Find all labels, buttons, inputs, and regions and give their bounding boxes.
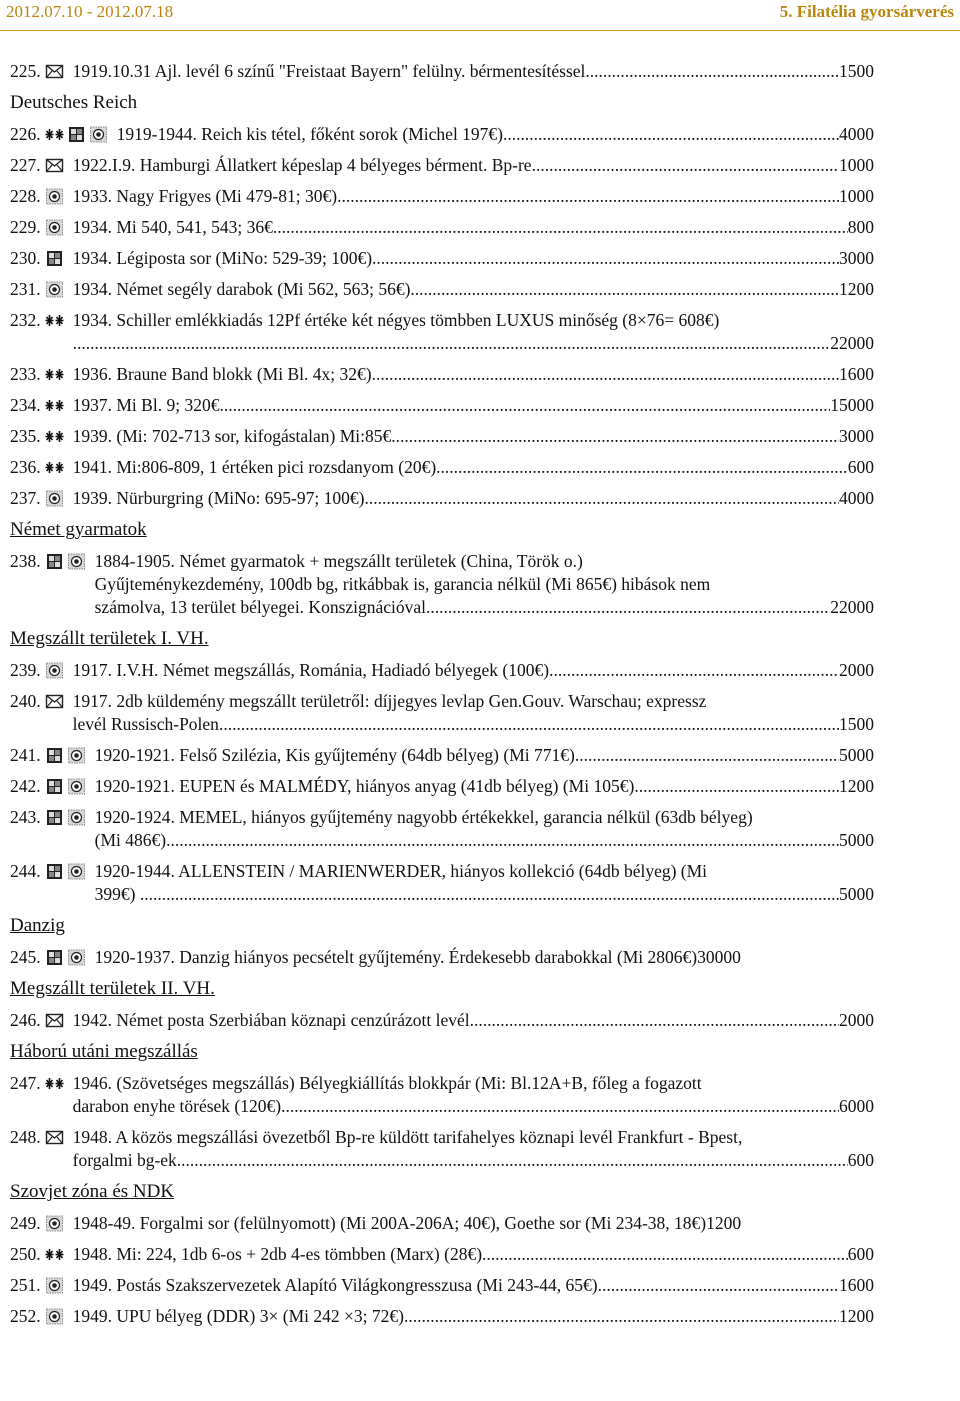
lot-item — [10, 425, 874, 448]
lot-description — [73, 1009, 874, 1032]
used-stamp-icon — [67, 863, 86, 880]
dot-leader — [426, 596, 830, 619]
block-icon — [45, 863, 64, 880]
lot-price: 22000 — [830, 333, 874, 353]
lot-price: 4000 — [839, 488, 874, 508]
block-icon — [45, 747, 64, 764]
lot-item — [10, 278, 874, 301]
double-star-icon — [45, 366, 64, 383]
condition-icons — [45, 363, 67, 386]
description-line — [73, 487, 874, 510]
condition-icons — [45, 60, 67, 83]
lot-price: 30000 — [697, 947, 741, 967]
lot-description — [95, 550, 874, 619]
lot-number: 231. — [10, 279, 41, 299]
lot-item — [10, 185, 874, 208]
description-line — [73, 309, 874, 332]
line-text: 1949. Postás Szakszervezetek Alapító Világkongresszusa (Mi 243-44, 65€) — [72, 1275, 598, 1295]
condition-icons — [45, 690, 67, 713]
description-line — [117, 123, 874, 146]
lot-number: 251. — [10, 1275, 41, 1295]
lot-description — [95, 744, 874, 767]
dot-leader — [532, 154, 839, 177]
line-text: 1920-1937. Danzig hiányos pecsételt gyűjtemény. Érdekesebb darabokkal (Mi 2806€) — [94, 947, 698, 967]
envelope-icon — [45, 63, 64, 80]
description-line — [73, 1305, 874, 1328]
lot-number: 237. — [10, 488, 41, 508]
lot-item — [10, 775, 874, 798]
double-star-icon — [45, 126, 64, 143]
line-text: 1939. (Mi: 702-713 sor, kifogástalan) Mi:85€ — [72, 426, 392, 446]
lot-description — [73, 659, 874, 682]
dot-leader — [337, 185, 839, 208]
used-stamp-icon — [67, 949, 86, 966]
lot-description — [73, 394, 874, 417]
lot-item — [10, 1212, 874, 1235]
description-line — [73, 1243, 874, 1266]
date-range: 2012.07.10 - 2012.07.18 — [6, 2, 174, 21]
lot-item — [10, 1243, 874, 1266]
lot-item — [10, 860, 874, 906]
lot-price: 2000 — [839, 1010, 874, 1030]
lot-item — [10, 309, 874, 355]
lot-description — [73, 487, 874, 510]
condition-icons — [45, 1274, 67, 1297]
condition-icons — [45, 1305, 67, 1328]
envelope-icon — [45, 693, 64, 710]
dot-leader — [598, 1274, 839, 1297]
line-text: 1917. 2db küldemény megszállt területről: díjjegyes levlap Gen.Gouv. Warschau; expressz — [72, 691, 707, 711]
lot-item — [10, 60, 874, 83]
section-title: 5. Filatélia gyorsárverés — [779, 2, 954, 21]
condition-icons — [45, 1243, 67, 1266]
used-stamp-icon — [45, 188, 64, 205]
dot-leader — [634, 775, 839, 798]
block-icon — [45, 949, 64, 966]
line-text: 1939. Nürburgring (MiNo: 695-97; 100€) — [72, 488, 365, 508]
lot-item — [10, 744, 874, 767]
lot-item — [10, 154, 874, 177]
lot-description — [73, 425, 874, 448]
dot-leader — [219, 394, 830, 417]
used-stamp-icon — [45, 662, 64, 679]
block-icon — [45, 778, 64, 795]
lot-price: 4000 — [839, 124, 874, 144]
block-icon — [45, 809, 64, 826]
lot-description — [73, 60, 874, 83]
lot-description — [73, 690, 874, 736]
line-text: levél Russisch-Polen — [72, 714, 219, 734]
description-line — [95, 550, 874, 573]
description-line — [95, 829, 874, 852]
lot-description — [73, 1305, 874, 1328]
description-line — [73, 1212, 874, 1235]
description-line — [73, 394, 874, 417]
line-text: 1884-1905. Német gyarmatok + megszállt területek (China, Török o.) — [94, 551, 583, 571]
line-text: 1936. Braune Band blokk (Mi Bl. 4x; 32€) — [72, 364, 372, 384]
lot-number: 244. — [10, 861, 41, 881]
lot-price: 5000 — [839, 830, 874, 850]
line-text: .... — [72, 333, 91, 353]
lot-item — [10, 394, 874, 417]
condition-icons — [45, 806, 89, 829]
dot-leader — [166, 829, 839, 852]
section-heading: Danzig — [10, 915, 65, 936]
lot-price: 1500 — [839, 61, 874, 81]
condition-icons — [45, 1212, 67, 1235]
dot-leader — [144, 883, 839, 906]
line-text: forgalmi bg-ek — [72, 1150, 177, 1170]
lot-number: 248. — [10, 1127, 41, 1147]
section-heading: Megszállt területek II. VH. — [10, 978, 215, 999]
lot-item — [10, 123, 874, 146]
line-text: 1920-1921. Felső Szilézia, Kis gyűjtemény (64db bélyeg) (Mi 771€) — [94, 745, 575, 765]
section-heading: Szovjet zóna és NDK — [10, 1181, 175, 1202]
envelope-icon — [45, 1129, 64, 1146]
lot-item — [10, 1274, 874, 1297]
dot-leader — [372, 247, 839, 270]
line-text: 1942. Német posta Szerbiában köznapi cenzúrázott levél — [72, 1010, 470, 1030]
description-line — [73, 332, 874, 355]
lot-number: 239. — [10, 660, 41, 680]
condition-icons — [45, 860, 89, 883]
used-stamp-icon — [67, 747, 86, 764]
description-line — [95, 596, 874, 619]
description-line — [73, 154, 874, 177]
lot-number: 233. — [10, 364, 41, 384]
lot-description — [73, 363, 874, 386]
lot-price: 6000 — [839, 1096, 874, 1116]
lot-item — [10, 550, 874, 619]
block-icon — [45, 250, 64, 267]
lot-item — [10, 946, 874, 969]
lot-description — [73, 247, 874, 270]
description-line — [73, 690, 874, 713]
dot-leader — [410, 278, 839, 301]
lot-price: 1200 — [839, 1306, 874, 1326]
lot-number: 229. — [10, 217, 41, 237]
lot-item — [10, 456, 874, 479]
description-line — [73, 1274, 874, 1297]
double-star-icon — [45, 428, 64, 445]
used-stamp-icon — [67, 778, 86, 795]
description-line — [95, 883, 874, 906]
description-line — [95, 573, 874, 596]
lot-price: 1000 — [839, 155, 874, 175]
lot-description — [95, 775, 874, 798]
lot-description — [73, 154, 874, 177]
line-text: 1934. Német segély darabok (Mi 562, 563; 56€) — [72, 279, 411, 299]
line-text: 1920-1921. EUPEN és MALMÉDY, hiányos anyag (41db bélyeg) (Mi 105€) — [94, 776, 635, 796]
description-line — [73, 60, 874, 83]
condition-icons — [45, 456, 67, 479]
description-line — [73, 1126, 874, 1149]
lot-number: 232. — [10, 310, 41, 330]
line-text: 1934. Légiposta sor (MiNo: 529-39; 100€) — [72, 248, 373, 268]
lot-price: 1000 — [839, 186, 874, 206]
lot-price: 15000 — [830, 395, 874, 415]
lot-list — [10, 60, 874, 1336]
lot-item — [10, 806, 874, 852]
condition-icons — [45, 216, 67, 239]
description-line — [73, 456, 874, 479]
lot-number: 242. — [10, 776, 41, 796]
lot-description — [95, 860, 874, 906]
line-text: 1920-1924. MEMEL, hiányos gyűjtemény nagyobb értékekkel, garancia nélkül (63db bélyeg) — [94, 807, 753, 827]
dot-leader — [364, 487, 839, 510]
lot-item — [10, 1009, 874, 1032]
line-text: Gyűjteménykezdemény, 100db bg, ritkábbak is, garancia nélkül (Mi 865€) hibások nem — [94, 574, 711, 594]
double-star-icon — [45, 312, 64, 329]
dot-leader — [90, 332, 830, 355]
lot-price: 600 — [847, 1244, 874, 1264]
dot-leader — [436, 456, 848, 479]
lot-number: 238. — [10, 551, 41, 571]
double-star-icon — [45, 459, 64, 476]
lot-number: 230. — [10, 248, 41, 268]
lot-price: 3000 — [839, 426, 874, 446]
line-text: (Mi 486€) — [94, 830, 167, 850]
line-text: darabon enyhe törések (120€) — [72, 1096, 282, 1116]
line-text: 1919-1944. Reich kis tétel, főként sorok (Michel 197€) — [116, 124, 504, 144]
description-line — [95, 744, 874, 767]
condition-icons — [45, 123, 111, 146]
lot-description — [117, 123, 874, 146]
condition-icons — [45, 154, 67, 177]
condition-icons — [45, 185, 67, 208]
description-line — [95, 860, 874, 883]
lot-item — [10, 247, 874, 270]
double-star-icon — [45, 1075, 64, 1092]
line-text: 1946. (Szövetséges megszállás) Bélyegkiállítás blokkpár (Mi: Bl.12A+B, főleg a fogazott — [72, 1073, 702, 1093]
condition-icons — [45, 946, 89, 969]
description-line — [73, 216, 874, 239]
lot-number: 243. — [10, 807, 41, 827]
lot-description — [73, 216, 874, 239]
condition-icons — [45, 550, 89, 573]
block-icon — [67, 126, 86, 143]
lot-number: 225. — [10, 61, 41, 81]
description-line — [73, 1149, 874, 1172]
dot-leader — [585, 60, 839, 83]
line-text: 399€) . — [94, 884, 145, 904]
lot-number: 245. — [10, 947, 41, 967]
lot-price: 5000 — [839, 745, 874, 765]
lot-price: 1200 — [839, 279, 874, 299]
lot-price: 1200 — [706, 1213, 742, 1233]
description-line — [95, 775, 874, 798]
condition-icons — [45, 247, 67, 270]
description-line — [73, 1072, 874, 1095]
lot-price: 22000 — [830, 597, 874, 617]
lot-price: 1600 — [839, 1275, 874, 1295]
used-stamp-icon — [45, 1308, 64, 1325]
page-header — [0, 0, 960, 31]
block-icon — [45, 553, 64, 570]
used-stamp-icon — [45, 490, 64, 507]
condition-icons — [45, 1072, 67, 1095]
description-line — [73, 659, 874, 682]
lot-description — [95, 946, 874, 969]
lot-description — [73, 278, 874, 301]
lot-item — [10, 363, 874, 386]
description-line — [73, 1095, 874, 1118]
lot-number: 228. — [10, 186, 41, 206]
used-stamp-icon — [45, 1215, 64, 1232]
description-line — [73, 425, 874, 448]
dot-leader — [219, 713, 839, 736]
line-text: számolva, 13 terület bélyegei. Konszignációval — [94, 597, 427, 617]
dot-leader — [281, 1095, 839, 1118]
used-stamp-icon — [45, 219, 64, 236]
envelope-icon — [45, 157, 64, 174]
lot-price: 2000 — [839, 660, 874, 680]
condition-icons — [45, 1009, 67, 1032]
dot-leader — [273, 216, 848, 239]
line-text: 1941. Mi:806-809, 1 értéken pici rozsdanyom (20€) — [72, 457, 437, 477]
line-text: 1934. Mi 540, 541, 543; 36€ — [72, 217, 273, 237]
lot-item — [10, 690, 874, 736]
used-stamp-icon — [45, 1277, 64, 1294]
dot-leader — [372, 363, 839, 386]
line-text: 1933. Nagy Frigyes (Mi 479-81; 30€) — [72, 186, 338, 206]
lot-description — [73, 185, 874, 208]
dot-leader — [404, 1305, 839, 1328]
used-stamp-icon — [89, 126, 108, 143]
description-line — [95, 806, 874, 829]
used-stamp-icon — [67, 809, 86, 826]
description-line — [73, 247, 874, 270]
lot-number: 249. — [10, 1213, 41, 1233]
lot-number: 246. — [10, 1010, 41, 1030]
section-heading: Háború utáni megszállás — [10, 1041, 198, 1062]
lot-number: 240. — [10, 691, 41, 711]
description-line — [73, 278, 874, 301]
lot-item — [10, 487, 874, 510]
description-line — [73, 713, 874, 736]
double-star-icon — [45, 1246, 64, 1263]
line-text: 1948. Mi: 224, 1db 6-os + 2db 4-es tömbben (Marx) (28€) — [72, 1244, 483, 1264]
double-star-icon — [45, 397, 64, 414]
section-heading: Német gyarmatok — [10, 519, 147, 540]
condition-icons — [45, 394, 67, 417]
line-text: 1934. Schiller emlékkiadás 12Pf értéke két négyes tömbben LUXUS minőség (8×76= 608€) — [72, 310, 720, 330]
dot-leader — [482, 1243, 848, 1266]
lot-item — [10, 1072, 874, 1118]
lot-description — [73, 1243, 874, 1266]
lot-number: 252. — [10, 1306, 41, 1326]
line-text: 1919.10.31 Ajl. levél 6 színű "Freistaat Bayern" felülny. bérmentesítéssel — [72, 61, 586, 81]
condition-icons — [45, 278, 67, 301]
lot-number: 235. — [10, 426, 41, 446]
line-text: 1949. UPU bélyeg (DDR) 3× (Mi 242 ×3; 72€) — [72, 1306, 404, 1326]
description-line — [73, 1009, 874, 1032]
section-heading: Deutsches Reich — [10, 92, 138, 113]
lot-number: 227. — [10, 155, 41, 175]
lot-description — [73, 1126, 874, 1172]
dot-leader — [549, 659, 839, 682]
lot-price: 1600 — [839, 364, 874, 384]
lot-number: 241. — [10, 745, 41, 765]
description-line — [95, 946, 874, 969]
section-heading: Megszállt területek I. VH. — [10, 628, 209, 649]
dot-leader — [470, 1009, 839, 1032]
lot-number: 226. — [10, 124, 41, 144]
used-stamp-icon — [67, 553, 86, 570]
condition-icons — [45, 659, 67, 682]
dot-leader — [575, 744, 839, 767]
lot-item — [10, 1126, 874, 1172]
used-stamp-icon — [45, 281, 64, 298]
lot-description — [73, 456, 874, 479]
lot-price: 800 — [847, 217, 874, 237]
line-text: 1948-49. Forgalmi sor (felülnyomott) (Mi 200A-206A; 40€), Goethe sor (Mi 234-38, 18€) — [72, 1213, 707, 1233]
lot-item — [10, 1305, 874, 1328]
condition-icons — [45, 309, 67, 332]
lot-number: 250. — [10, 1244, 41, 1264]
lot-price: 600 — [847, 1150, 874, 1170]
lot-price: 5000 — [839, 884, 874, 904]
condition-icons — [45, 744, 89, 767]
condition-icons — [45, 487, 67, 510]
condition-icons — [45, 1126, 67, 1149]
line-text: 1948. A közös megszállási övezetből Bp-re küldött tarifahelyes köznapi levél Frankfurt - Bpest, — [72, 1127, 743, 1147]
lot-description — [73, 309, 874, 355]
lot-number: 236. — [10, 457, 41, 477]
line-text: 1937. Mi Bl. 9; 320€ — [72, 395, 220, 415]
lot-price: 1500 — [839, 714, 874, 734]
lot-item — [10, 659, 874, 682]
lot-number: 234. — [10, 395, 41, 415]
lot-price: 3000 — [839, 248, 874, 268]
line-text: 1920-1944. ALLENSTEIN / MARIENWERDER, hiányos kollekció (64db bélyeg) (Mi — [94, 861, 708, 881]
description-line — [73, 185, 874, 208]
condition-icons — [45, 425, 67, 448]
dot-leader — [503, 123, 839, 146]
dot-leader — [177, 1149, 848, 1172]
lot-price: 600 — [847, 457, 874, 477]
description-line — [73, 363, 874, 386]
lot-item — [10, 216, 874, 239]
envelope-icon — [45, 1012, 64, 1029]
lot-number: 247. — [10, 1073, 41, 1093]
lot-price: 1200 — [839, 776, 874, 796]
condition-icons — [45, 775, 89, 798]
line-text: 1917. I.V.H. Német megszállás, Románia, Hadiadó bélyegek (100€) — [72, 660, 550, 680]
line-text: 1922.I.9. Hamburgi Állatkert képeslap 4 bélyeges bérment. Bp-re — [72, 155, 532, 175]
lot-description — [73, 1212, 874, 1235]
lot-description — [95, 806, 874, 852]
lot-description — [73, 1072, 874, 1118]
lot-description — [73, 1274, 874, 1297]
dot-leader — [391, 425, 839, 448]
